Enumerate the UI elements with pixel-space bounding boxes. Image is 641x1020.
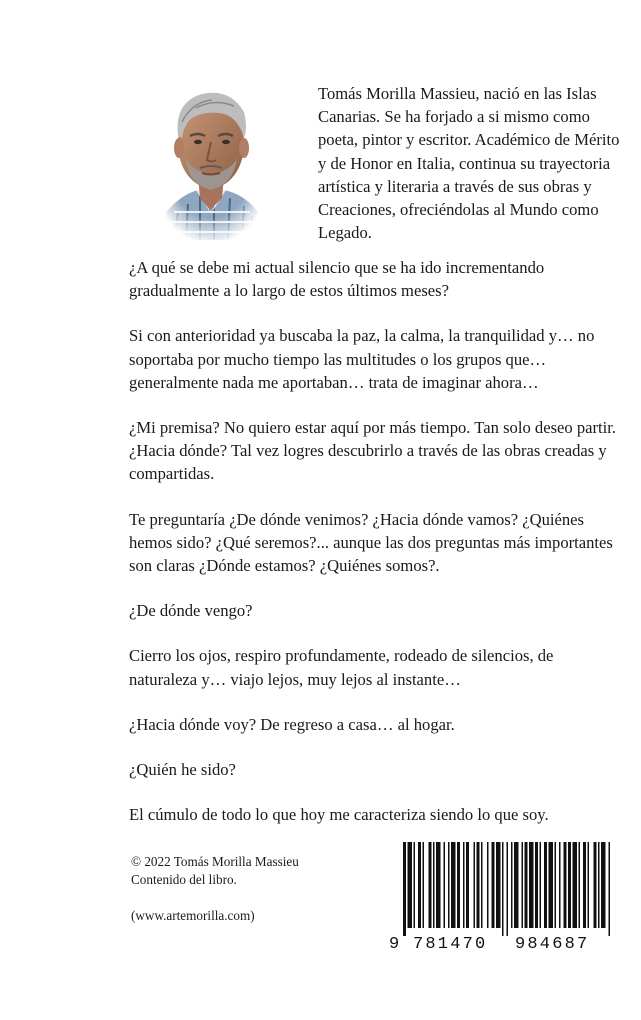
- barcode-bar: [573, 842, 578, 928]
- barcode-bar: [525, 842, 528, 928]
- barcode-bar: [535, 842, 538, 928]
- paragraph-where-going: ¿Hacia dónde voy? De regreso a casa… al hogar.: [129, 714, 455, 734]
- paragraph-silence-question: ¿A qué se debe mi actual silencio que se ha ido incrementando gradualmente a lo largo de estos últimos meses?: [129, 258, 545, 301]
- barcode-bar: [481, 842, 483, 928]
- barcode-bar: [598, 842, 600, 928]
- barcode-bar: [549, 842, 554, 928]
- barcode-bar: [583, 842, 586, 928]
- barcode-bar: [579, 842, 581, 928]
- paragraph-premise: ¿Mi premisa? No quiero estar aquí por más tiempo. Tan solo deseo partir. ¿Hacia dónde? Tal vez logres descubrirlo a través de las obras creadas y compartidas.: [129, 418, 617, 484]
- barcode-bar: [423, 842, 425, 928]
- barcode-bar: [588, 842, 590, 928]
- barcode-bar: [448, 842, 450, 928]
- barcode-bar: [474, 842, 476, 928]
- paragraph-close-eyes: Cierro los ojos, respiro profundamente, rodeado de silencios, de naturaleza y… viajo lejos, muy lejos al instante…: [129, 646, 554, 689]
- author-bio: Tomás Morilla Massieu, nació en las Islas Canarias. Se ha forjado a si mismo como poeta, pintor y escritor. Académico de Mérito y de Honor en Italia, continua su trayectoria artística y literaria a través de sus obras y Creaciones, ofreciéndolas al Mundo como Legado.: [318, 84, 620, 243]
- barcode-bar: [492, 842, 495, 928]
- barcode-bar: [514, 842, 519, 928]
- back-cover-text: [129, 256, 619, 848]
- paragraph-questions: Te preguntaría ¿De dónde venimos? ¿Hacia dónde vamos? ¿Quiénes hemos sido? ¿Qué seremos?... aunque las dos preguntas más importantes son claras ¿Dónde estamos? ¿Quiénes somos?.: [129, 509, 613, 576]
- barcode-bar: [433, 842, 435, 928]
- barcode-bar: [451, 842, 456, 928]
- paragraph-who-been: ¿Quién he sido?: [129, 760, 236, 780]
- barcode-bar: [477, 842, 480, 928]
- barcode-prefix-digit: 9: [389, 935, 400, 954]
- content-note: Contenido del libro.: [131, 872, 237, 887]
- barcode-bar: [564, 842, 567, 928]
- barcode-bar: [559, 842, 561, 928]
- barcode-bar: [429, 842, 432, 928]
- barcode-bar: [408, 842, 413, 928]
- barcode-bar: [436, 842, 441, 928]
- website-text: (www.artemorilla.com): [131, 908, 255, 923]
- barcode-bar: [511, 842, 513, 928]
- barcode-digits-left: 781470: [413, 935, 488, 954]
- paragraph-where-from: ¿De dónde vengo?: [129, 601, 253, 621]
- barcode-bar: [457, 842, 460, 928]
- barcode-bar: [466, 842, 469, 928]
- barcode-bar: [507, 842, 509, 936]
- barcode-bar: [555, 842, 557, 928]
- barcode-bar: [594, 842, 597, 928]
- paragraph-conclusion: El cúmulo de todo lo que hoy me caracteriza siendo lo que soy.: [129, 805, 549, 825]
- barcode-bar: [418, 842, 421, 928]
- barcode-graphic: [383, 838, 619, 954]
- barcode-bar: [463, 842, 465, 928]
- copyright-block: [131, 853, 361, 925]
- barcode-bar: [540, 842, 542, 928]
- barcode-bar: [414, 842, 416, 928]
- barcode-bar: [487, 842, 489, 928]
- barcode-bar: [444, 842, 446, 928]
- copyright-line: © 2022 Tomás Morilla Massieu: [131, 854, 299, 869]
- barcode-bar: [522, 842, 524, 928]
- paragraph-peace: Si con anterioridad ya buscaba la paz, la calma, la tranquilidad y… no soportaba por mucho tiempo las multitudes o los grupos que… generalmente nada me aportaban… trata de imaginar ahora…: [129, 326, 595, 392]
- barcode-bar: [544, 842, 547, 928]
- barcode-bar: [609, 842, 611, 936]
- barcode-bar: [403, 842, 406, 936]
- barcode-bar: [496, 842, 501, 928]
- barcode-digits-right: 984687: [515, 935, 590, 954]
- barcode-bar: [502, 842, 504, 936]
- barcode-bar: [568, 842, 571, 928]
- author-portrait-image: [152, 72, 270, 240]
- barcode-bar: [601, 842, 606, 928]
- author-portrait: [152, 72, 270, 240]
- barcode-bar: [529, 842, 534, 928]
- barcode-bars: [403, 842, 610, 936]
- isbn-barcode: [383, 838, 619, 954]
